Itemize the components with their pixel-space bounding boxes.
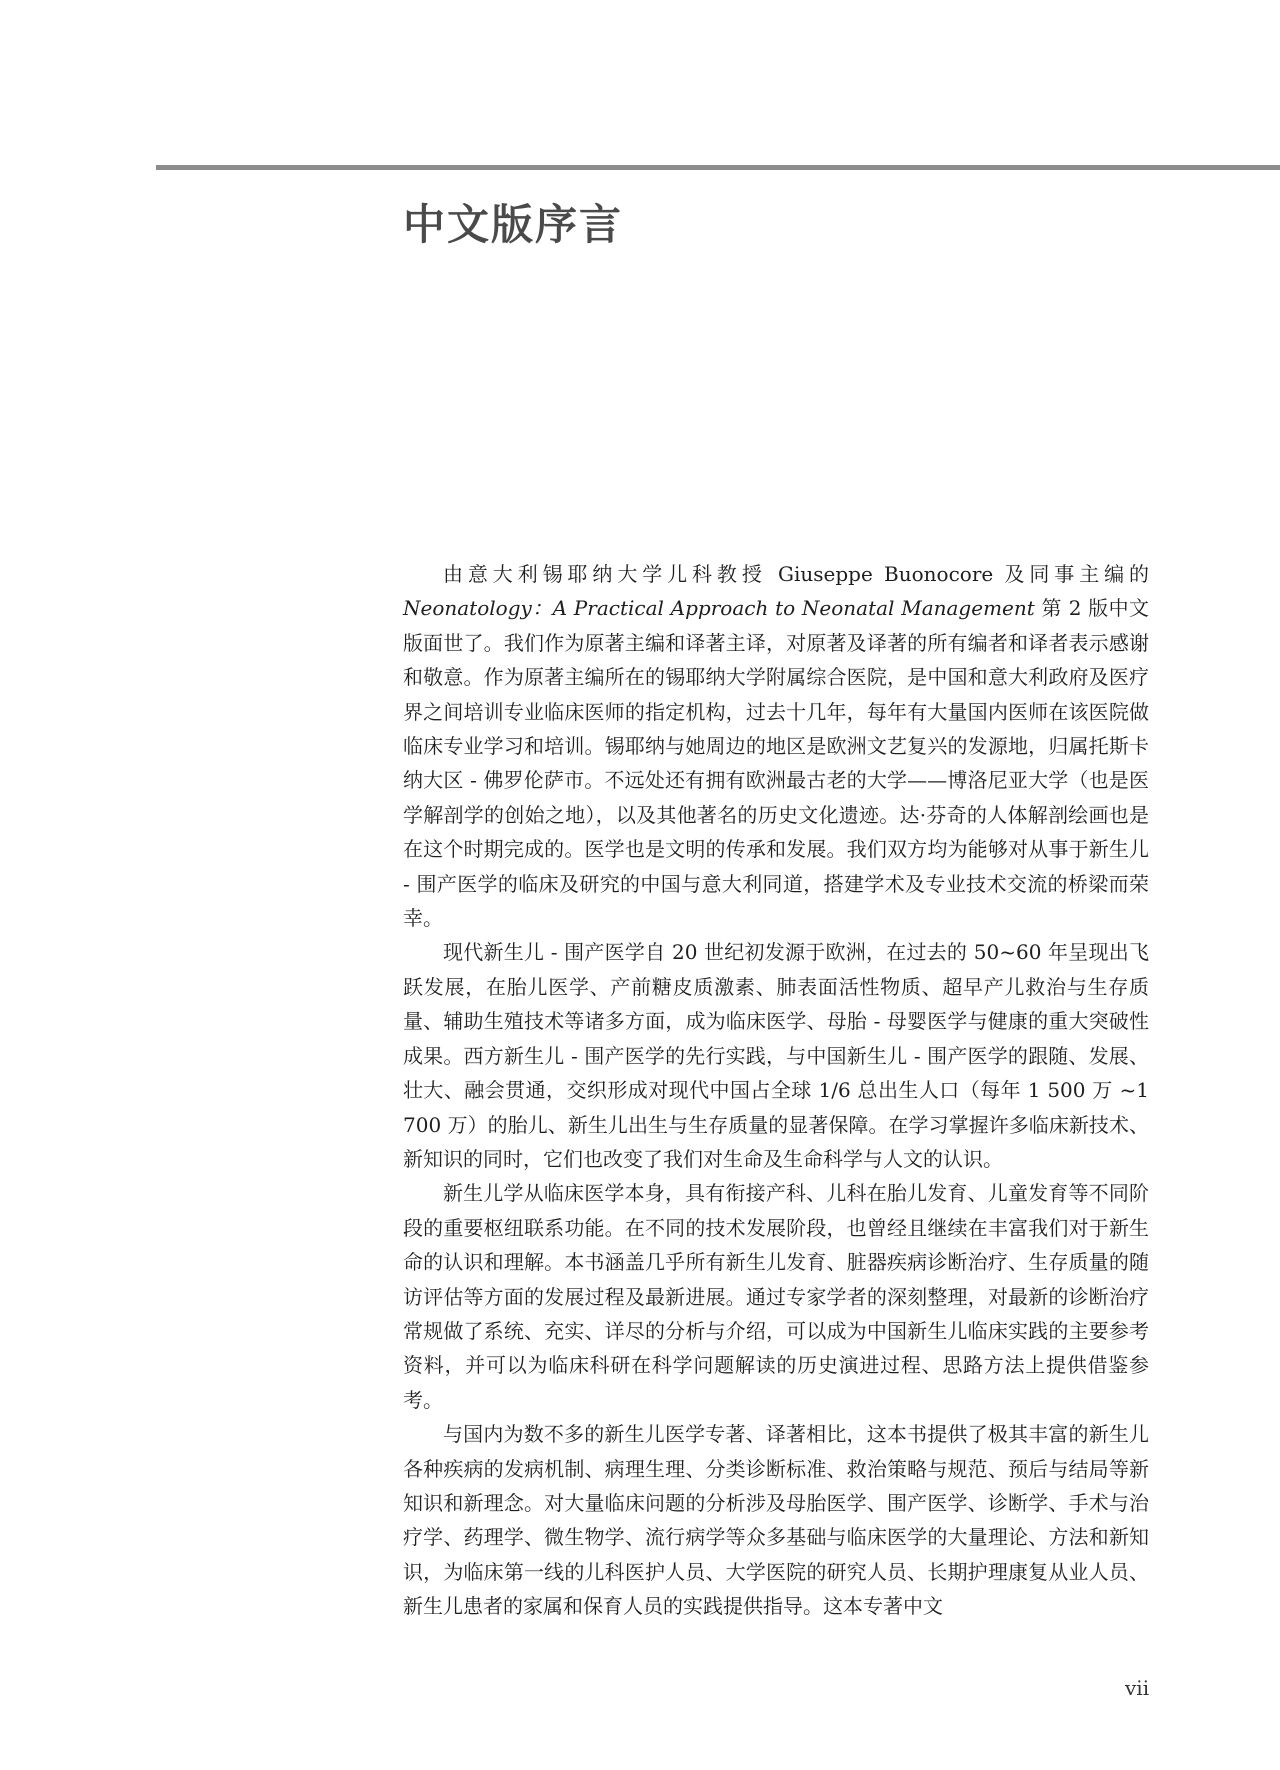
paragraph-1-intro: 由意大利锡耶纳大学儿科教授 Giuseppe Buonocore 及同事主编的 [443,562,1149,586]
preface-body [403,557,1149,1624]
paragraph-3: 新生儿学从临床医学本身，具有衔接产科、儿科在胎儿发育、儿童发育等不同阶段的重要枢纽联系功能。在不同的技术发展阶段，也曾经且继续在丰富我们对于新生命的认识和理解。本书涵盖几乎所有新生儿发育、脏器疾病诊断治疗、生存质量的随访评估等方面的发展过程及最新进展。通过专家学者的深刻整理，对最新的诊断治疗常规做了系统、充实、详尽的分析与介绍，可以成为中国新生儿临床实践的主要参考资料，并可以为临床科研在科学问题解读的历史演进过程、思路方法上提供借鉴参考。 [403,1181,1149,1412]
book-title: Neonatology：A Practical Approach to Neonatal Management [403,596,1035,621]
paragraph-1 [403,557,1149,935]
header-rule [156,165,1280,170]
paragraph-1-body: 第 2 版中文版面世了。我们作为原著主编和译著主译，对原著及译著的所有编者和译者表示感谢和敬意。作为原著主编所在的锡耶纳大学附属综合医院，是中国和意大利政府及医疗界之间培训专业临床医师的指定机构，过去十几年，每年有大量国内医师在该医院做临床专业学习和培训。锡耶纳与她周边的地区是欧洲文艺复兴的发源地，归属托斯卡纳大区 - 佛罗伦萨市。不远处还有拥有欧洲最古老的大学——博洛尼亚大学（也是医学解剖学的创始之地），以及其他著名的历史文化遗迹。达·芬奇的人体解剖绘画也是在这个时期完成的。医学也是文明的传承和发展。我们双方均为能够对从事于新生儿 - 围产医学的临床及研究的中国与意大利同道，搭建学术及专业技术交流的桥梁而荣幸。 [403,596,1150,931]
chapter-title: 中文版序言 [403,200,624,249]
paragraph-4: 与国内为数不多的新生儿医学专著、译著相比，这本书提供了极其丰富的新生儿各种疾病的发病机制、病理生理、分类诊断标准、救治策略与规范、预后与结局等新知识和新理念。对大量临床问题的分析涉及母胎医学、围产医学、诊断学、手术与治疗学、药理学、微生物学、流行病学等众多基础与临床医学的大量理论、方法和新知识，为临床第一线的儿科医护人员、大学医院的研究人员、长期护理康复从业人员、新生儿患者的家属和保育人员的实践提供指导。这本专著中文 [403,1422,1149,1619]
paragraph-2: 现代新生儿 - 围产医学自 20 世纪初发源于欧洲，在过去的 50~60 年呈现出飞跃发展，在胎儿医学、产前糖皮质激素、肺表面活性物质、超早产儿救治与生存质量、辅助生殖技术等诸多方面，成为临床医学、母胎 - 母婴医学与健康的重大突破性成果。西方新生儿 - 围产医学的先行实践，与中国新生儿 - 围产医学的跟随、发展、壮大、融会贯通，交织形成对现代中国占全球 1/6 总出生人口（每年 1 500 万 ~1 700 万）的胎儿、新生儿出生与生存质量的显著保障。在学习掌握许多临床新技术、新知识的同时，它们也改变了我们对生命及生命科学与人文的认识。 [403,940,1149,1171]
page-number: vii [1125,1676,1150,1700]
